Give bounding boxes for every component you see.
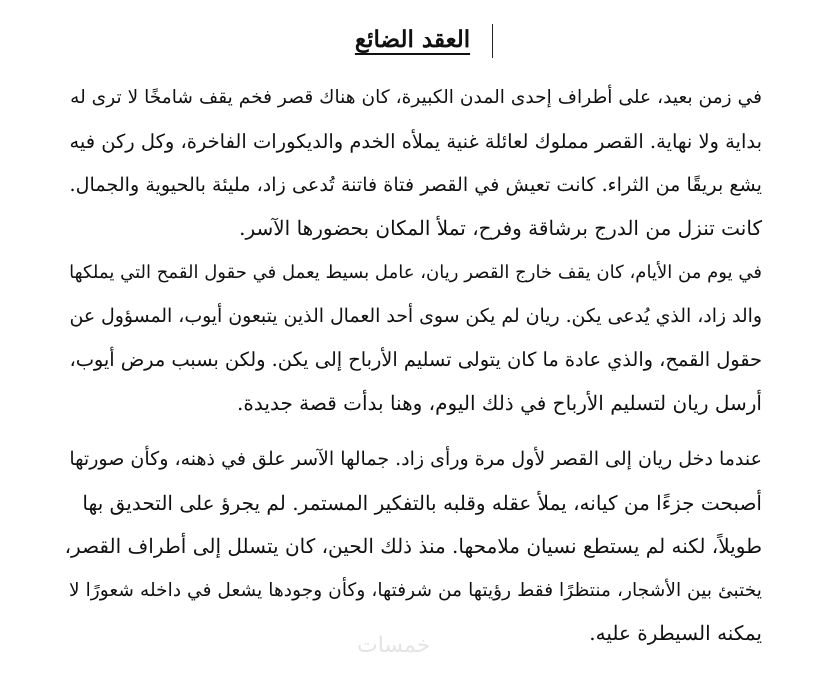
text-cursor: [492, 24, 493, 58]
paragraph-1: [62, 76, 762, 250]
document-title: العقد الضائع: [354, 26, 471, 53]
watermark-logo: خمسات: [357, 633, 431, 658]
text-line: حقول القمح، والذي عادة ما كان يتولى تسليم الأرباح إلى يكن. ولكن بسبب مرض أيوب،: [69, 348, 762, 371]
text-line: بداية ولا نهاية. القصر مملوك لعائلة غنية يملأه الخدم والديكورات الفاخرة، وكل ركن فيه: [69, 129, 762, 153]
text-line: يشع بريقًا من الثراء. كانت تعيش في القصر فتاة فاتنة تُدعى زاد، مليئة بالحيوية والجمال.: [69, 173, 762, 196]
text-line: أصبحت جزءًا من كيانه، يملأ عقله وقلبه بالتفكير المستمر. لم يجرؤ على التحديق بها: [82, 490, 762, 515]
text-line: يمكنه السيطرة عليه.: [589, 621, 762, 645]
text-line: كانت تنزل من الدرج برشاقة وفرح، تملأ المكان بحضورها الآسر.: [239, 215, 762, 240]
text-line: والد زاد، الذي يُدعى يكن. ريان لم يكن سوى أحد العمال الذين يتبعون أيوب، المسؤول عن: [69, 305, 762, 327]
text-line: في زمن بعيد، على أطراف إحدى المدن الكبيرة، كان هناك قصر فخم يقف شامخًا لا ترى له: [70, 87, 762, 108]
text-line: عندما دخل ريان إلى القصر لأول مرة ورأى زاد. جمالها الآسر علق في ذهنه، وكأن صورتها: [69, 448, 762, 470]
text-line: أرسل ريان لتسليم الأرباح في ذلك اليوم، وهنا بدأت قصة جديدة.: [237, 390, 762, 415]
text-line: طويلاً، لكنه لم يستطع نسيان ملامحها. منذ ذلك الحين، كان يتسلل إلى أطراف القصر،: [64, 534, 762, 558]
paragraph-3: [62, 438, 762, 656]
paragraph-2: [62, 251, 762, 425]
text-line: يختبئ بين الأشجار، منتظرًا فقط رؤيتها من شرفتها، وكأن وجودها يشعل في داخله شعورًا لا: [69, 579, 762, 601]
text-line: في يوم من الأيام، كان يقف خارج القصر ريان، عامل بسيط يعمل في حقول القمح التي يملكها: [69, 262, 762, 283]
